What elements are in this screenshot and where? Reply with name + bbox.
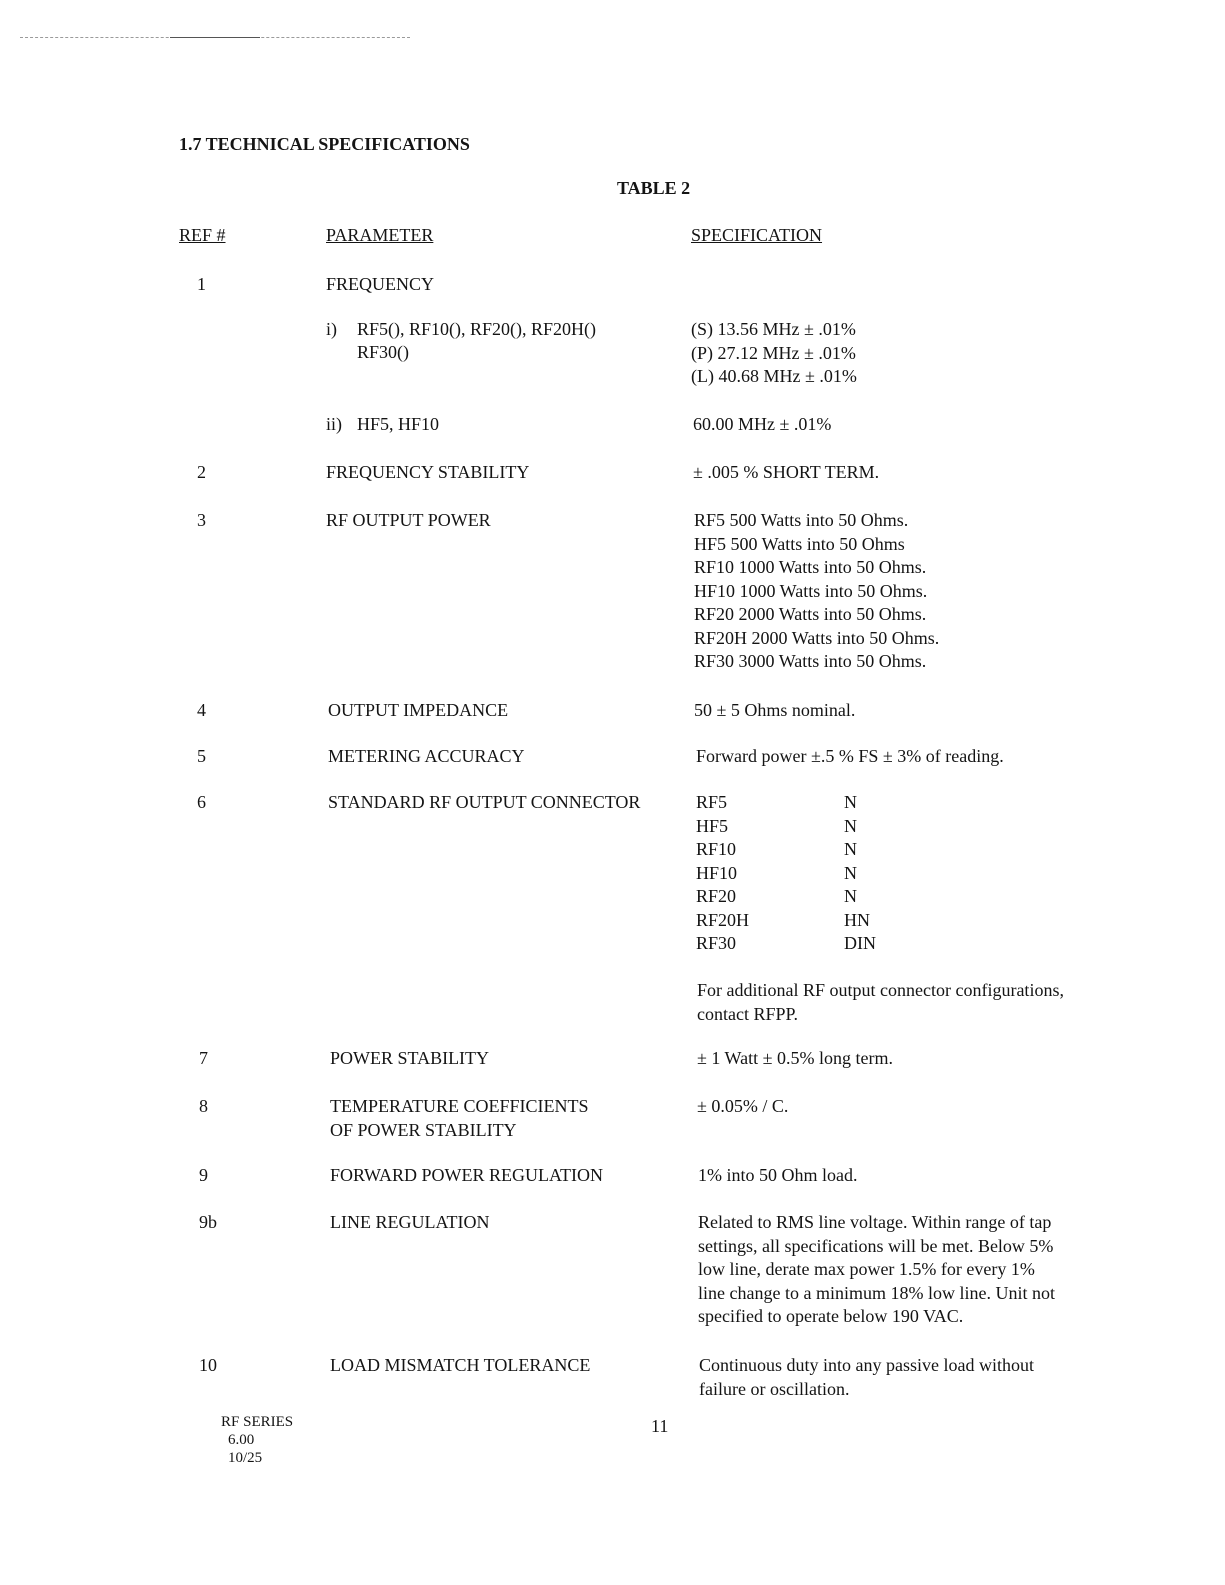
spec-rf-output-power	[694, 509, 939, 674]
ref-7: 7	[199, 1048, 208, 1068]
connector-type: DIN	[844, 933, 876, 953]
spec-forward-power-regulation: 1% into 50 Ohm load.	[698, 1165, 858, 1185]
spec-output-impedance: 50 ± 5 Ohms nominal.	[694, 700, 856, 720]
param-power-stability: POWER STABILITY	[330, 1048, 490, 1068]
note-line: For additional RF output connector configurations,	[697, 980, 1064, 1000]
note-line: contact RFPP.	[697, 1003, 799, 1024]
connector-row	[696, 838, 876, 862]
ref-4: 4	[197, 700, 206, 720]
connector-model: RF30	[696, 933, 737, 953]
param-forward-power-regulation: FORWARD POWER REGULATION	[330, 1165, 604, 1185]
spec-line: RF20H 2000 Watts into 50 Ohms.	[694, 627, 940, 648]
param-frequency-stability: FREQUENCY STABILITY	[326, 462, 530, 482]
sub-ii-models: HF5, HF10	[357, 414, 440, 434]
connector-list	[696, 791, 876, 956]
spec-line: HF5 500 Watts into 50 Ohms	[694, 533, 905, 554]
spec-line: line change to a minimum 18% low line. Unit not	[698, 1282, 1055, 1303]
sub-ii-label: ii)	[326, 414, 342, 434]
connector-type: N	[844, 886, 857, 906]
ref-10: 10	[199, 1355, 217, 1375]
ref-8: 8	[199, 1096, 208, 1116]
sub-i-models: RF5(), RF10(), RF20(), RF20H()	[357, 319, 597, 339]
header-specification: SPECIFICATION	[691, 225, 823, 245]
sub-i-specs	[691, 318, 857, 389]
connector-row	[696, 791, 876, 815]
param-output-impedance: OUTPUT IMPEDANCE	[328, 700, 509, 720]
spec-line: settings, all specifications will be met. Below 5%	[698, 1235, 1054, 1256]
connector-type: N	[844, 792, 857, 812]
connector-model: RF20	[696, 886, 737, 906]
section-title: 1.7 TECHNICAL SPECIFICATIONS	[179, 134, 470, 154]
ref-9: 9	[199, 1165, 208, 1185]
spec-line: failure or oscillation.	[699, 1378, 850, 1399]
param-rf-output-power: RF OUTPUT POWER	[326, 510, 491, 530]
connector-type: N	[844, 815, 857, 836]
ref-1: 1	[197, 274, 206, 294]
footer-version: 6.00	[228, 1432, 255, 1448]
spec-metering-accuracy: Forward power ±.5 % FS ± 3% of reading.	[696, 746, 1004, 766]
ref-5: 5	[197, 746, 206, 766]
ref-2: 2	[197, 462, 206, 482]
connector-model: RF5	[696, 792, 728, 812]
header-ref: REF #	[179, 225, 226, 245]
connector-type: N	[844, 839, 857, 859]
ref-9b: 9b	[199, 1212, 217, 1232]
spec-line: (P) 27.12 MHz ± .01%	[691, 342, 856, 363]
param-line-regulation: LINE REGULATION	[330, 1212, 490, 1232]
scan-artifact-line-solid	[170, 37, 260, 38]
spec-line: (L) 40.68 MHz ± .01%	[691, 366, 857, 386]
param-temperature-coefficients	[330, 1095, 589, 1142]
param-rf-output-connector: STANDARD RF OUTPUT CONNECTOR	[328, 792, 641, 812]
connector-row	[696, 815, 876, 839]
spec-line: (S) 13.56 MHz ± .01%	[691, 319, 856, 339]
param-frequency: FREQUENCY	[326, 274, 435, 294]
spec-line-regulation	[698, 1211, 1055, 1329]
connector-row	[696, 885, 876, 909]
ref-3: 3	[197, 510, 206, 530]
spec-line: RF10 1000 Watts into 50 Ohms.	[694, 557, 927, 577]
param-metering-accuracy: METERING ACCURACY	[328, 746, 525, 766]
sub-ii-spec: 60.00 MHz ± .01%	[693, 414, 832, 434]
connector-model: RF10	[696, 839, 737, 859]
page-number: 11	[651, 1416, 669, 1436]
header-parameter: PARAMETER	[326, 225, 434, 245]
spec-line: HF10 1000 Watts into 50 Ohms.	[694, 580, 928, 601]
footer-date: 10/25	[228, 1450, 263, 1466]
connector-row	[696, 862, 876, 886]
param-line: TEMPERATURE COEFFICIENTS	[330, 1096, 589, 1116]
ref-6: 6	[197, 792, 206, 812]
connector-model: RF20H	[696, 909, 750, 930]
sub-i-models-2: RF30()	[357, 342, 410, 362]
connector-model: HF5	[696, 815, 729, 836]
table-title: TABLE 2	[617, 178, 691, 198]
spec-line: low line, derate max power 1.5% for every 1%	[698, 1259, 1035, 1279]
spec-power-stability: ± 1 Watt ± 0.5% long term.	[697, 1048, 893, 1068]
spec-line: RF20 2000 Watts into 50 Ohms.	[694, 604, 927, 624]
spec-line: Related to RMS line voltage. Within range of tap	[698, 1212, 1052, 1232]
spec-line: RF5 500 Watts into 50 Ohms.	[694, 510, 909, 530]
param-line: OF POWER STABILITY	[330, 1119, 517, 1140]
connector-type: N	[844, 862, 857, 883]
spec-line: specified to operate below 190 VAC.	[698, 1306, 964, 1326]
connector-type: HN	[844, 909, 870, 930]
connector-row	[696, 909, 876, 933]
spec-frequency-stability: ± .005 % SHORT TERM.	[693, 462, 880, 482]
connector-model: HF10	[696, 862, 738, 883]
footer-series: RF SERIES	[221, 1414, 294, 1430]
connector-note	[697, 979, 1064, 1026]
spec-line: Continuous duty into any passive load without	[699, 1355, 1034, 1375]
param-load-mismatch-tolerance: LOAD MISMATCH TOLERANCE	[330, 1355, 591, 1375]
sub-i-label: i)	[326, 319, 337, 339]
spec-temperature-coefficients: ± 0.05% / C.	[697, 1096, 789, 1116]
connector-row	[696, 932, 876, 956]
spec-load-mismatch-tolerance	[699, 1354, 1034, 1401]
spec-line: RF30 3000 Watts into 50 Ohms.	[694, 651, 927, 671]
